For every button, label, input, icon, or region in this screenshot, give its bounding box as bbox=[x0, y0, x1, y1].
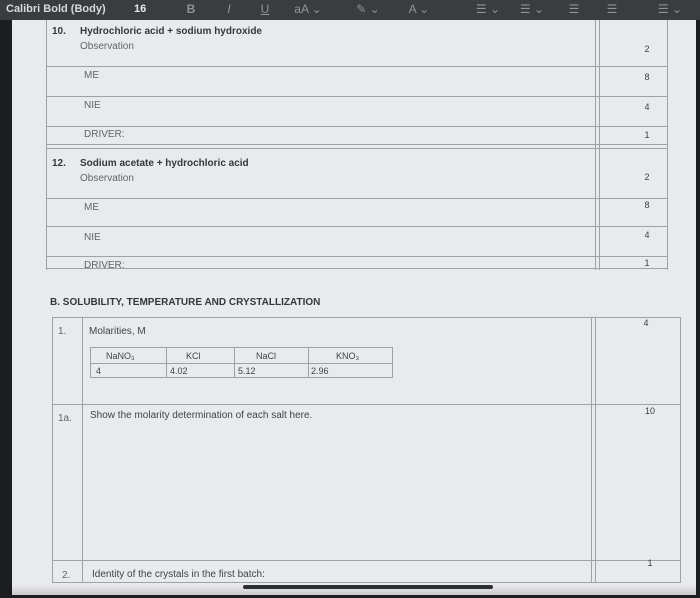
score-value: 4 bbox=[644, 102, 650, 112]
score-value: 2 bbox=[644, 44, 650, 54]
question-number: 1. bbox=[58, 326, 67, 337]
score-value: 1 bbox=[644, 258, 650, 268]
table-border bbox=[667, 20, 668, 270]
molarity-table-border bbox=[90, 377, 393, 378]
row-label-driver: DRIVER: bbox=[84, 129, 125, 140]
molarity-table-border bbox=[90, 363, 393, 364]
salt-name: KCl bbox=[186, 351, 201, 361]
align-icon[interactable]: ☰ ⌄ bbox=[657, 2, 683, 16]
document-page bbox=[12, 20, 696, 595]
molarity-value: 5.12 bbox=[238, 366, 256, 376]
indent-icon[interactable]: ☰ bbox=[606, 2, 618, 16]
salt-name: KNO₃ bbox=[336, 351, 360, 361]
question-number: 1a. bbox=[58, 413, 72, 424]
multilevel-list-icon[interactable]: ☰ bbox=[568, 2, 580, 16]
table-border bbox=[595, 20, 596, 270]
italic-icon[interactable]: I bbox=[227, 2, 231, 16]
table-border bbox=[82, 317, 83, 582]
molarity-table-border bbox=[308, 347, 309, 377]
font-color-icon[interactable]: A ⌄ bbox=[408, 2, 430, 16]
item-number: 10. bbox=[52, 26, 66, 37]
home-indicator[interactable] bbox=[243, 585, 493, 589]
score-value: 1 bbox=[644, 130, 650, 140]
molarity-table-border bbox=[90, 347, 91, 377]
row-divider bbox=[46, 198, 668, 199]
molarity-table-border bbox=[166, 347, 167, 377]
font-size-dropdown[interactable]: 16 bbox=[134, 3, 147, 15]
row-divider bbox=[46, 256, 668, 257]
section-heading: B. SOLUBILITY, TEMPERATURE AND CRYSTALLIZATION bbox=[50, 297, 321, 308]
score-value: 8 bbox=[644, 72, 650, 82]
score-value: 10 bbox=[644, 406, 655, 416]
row-divider bbox=[52, 317, 681, 318]
font-size-icon[interactable]: aA ⌄ bbox=[294, 2, 322, 16]
row-divider bbox=[46, 144, 668, 145]
table-border bbox=[52, 317, 53, 582]
molarity-value: 4 bbox=[96, 366, 102, 376]
row-label-me: ME bbox=[84, 70, 99, 81]
item-number: 12. bbox=[52, 158, 66, 169]
bullets-icon[interactable]: ☰ ⌄ bbox=[475, 2, 501, 16]
row-divider bbox=[46, 96, 668, 97]
row-divider bbox=[52, 560, 681, 561]
table-border bbox=[595, 317, 596, 582]
bold-icon[interactable]: B bbox=[186, 2, 196, 16]
underline-icon[interactable]: U bbox=[260, 2, 270, 16]
item-title: Sodium acetate + hydrochloric acid bbox=[80, 158, 249, 169]
question-label: Identity of the crystals in the first batch: bbox=[92, 569, 265, 580]
row-divider bbox=[52, 582, 681, 583]
table-border bbox=[680, 317, 681, 582]
observation-label: Observation bbox=[80, 173, 134, 184]
item-title: Hydrochloric acid + sodium hydroxide bbox=[80, 26, 262, 37]
row-label-me: ME bbox=[84, 202, 99, 213]
score-value: 1 bbox=[647, 558, 653, 568]
question-number: 2. bbox=[62, 570, 71, 581]
row-divider bbox=[46, 148, 668, 149]
table-border bbox=[591, 317, 592, 582]
observation-label: Observation bbox=[80, 41, 134, 52]
table-border bbox=[599, 20, 600, 270]
salt-name: NaCl bbox=[256, 351, 277, 361]
table-border bbox=[46, 20, 47, 270]
molarity-table-border bbox=[234, 347, 235, 377]
row-label-driver: DRIVER: bbox=[84, 260, 125, 271]
salt-name: NaNO₃ bbox=[106, 351, 135, 361]
molarity-value: 2.96 bbox=[311, 366, 329, 376]
molarity-value: 4.02 bbox=[170, 366, 188, 376]
question-label: Show the molarity determination of each salt here. bbox=[90, 410, 313, 421]
numbering-icon[interactable]: ☰ ⌄ bbox=[519, 2, 545, 16]
row-divider bbox=[46, 226, 668, 227]
molarity-table-border bbox=[392, 347, 393, 377]
score-value: 2 bbox=[644, 172, 650, 182]
row-label-nie: NIE bbox=[84, 232, 101, 243]
row-label-nie: NIE bbox=[84, 100, 101, 111]
score-value: 8 bbox=[644, 200, 650, 210]
score-value: 4 bbox=[644, 230, 650, 240]
question-label: Molarities, M bbox=[89, 326, 146, 337]
formatting-toolbar bbox=[0, 0, 700, 20]
row-divider bbox=[52, 404, 681, 405]
score-value: 4 bbox=[643, 318, 649, 328]
molarity-table-border bbox=[90, 347, 393, 348]
row-divider bbox=[46, 268, 668, 269]
font-name-dropdown[interactable]: Calibri Bold (Body) bbox=[6, 3, 106, 15]
row-divider bbox=[46, 126, 668, 127]
highlight-icon[interactable]: ✎ ⌄ bbox=[356, 2, 380, 16]
row-divider bbox=[46, 66, 668, 67]
